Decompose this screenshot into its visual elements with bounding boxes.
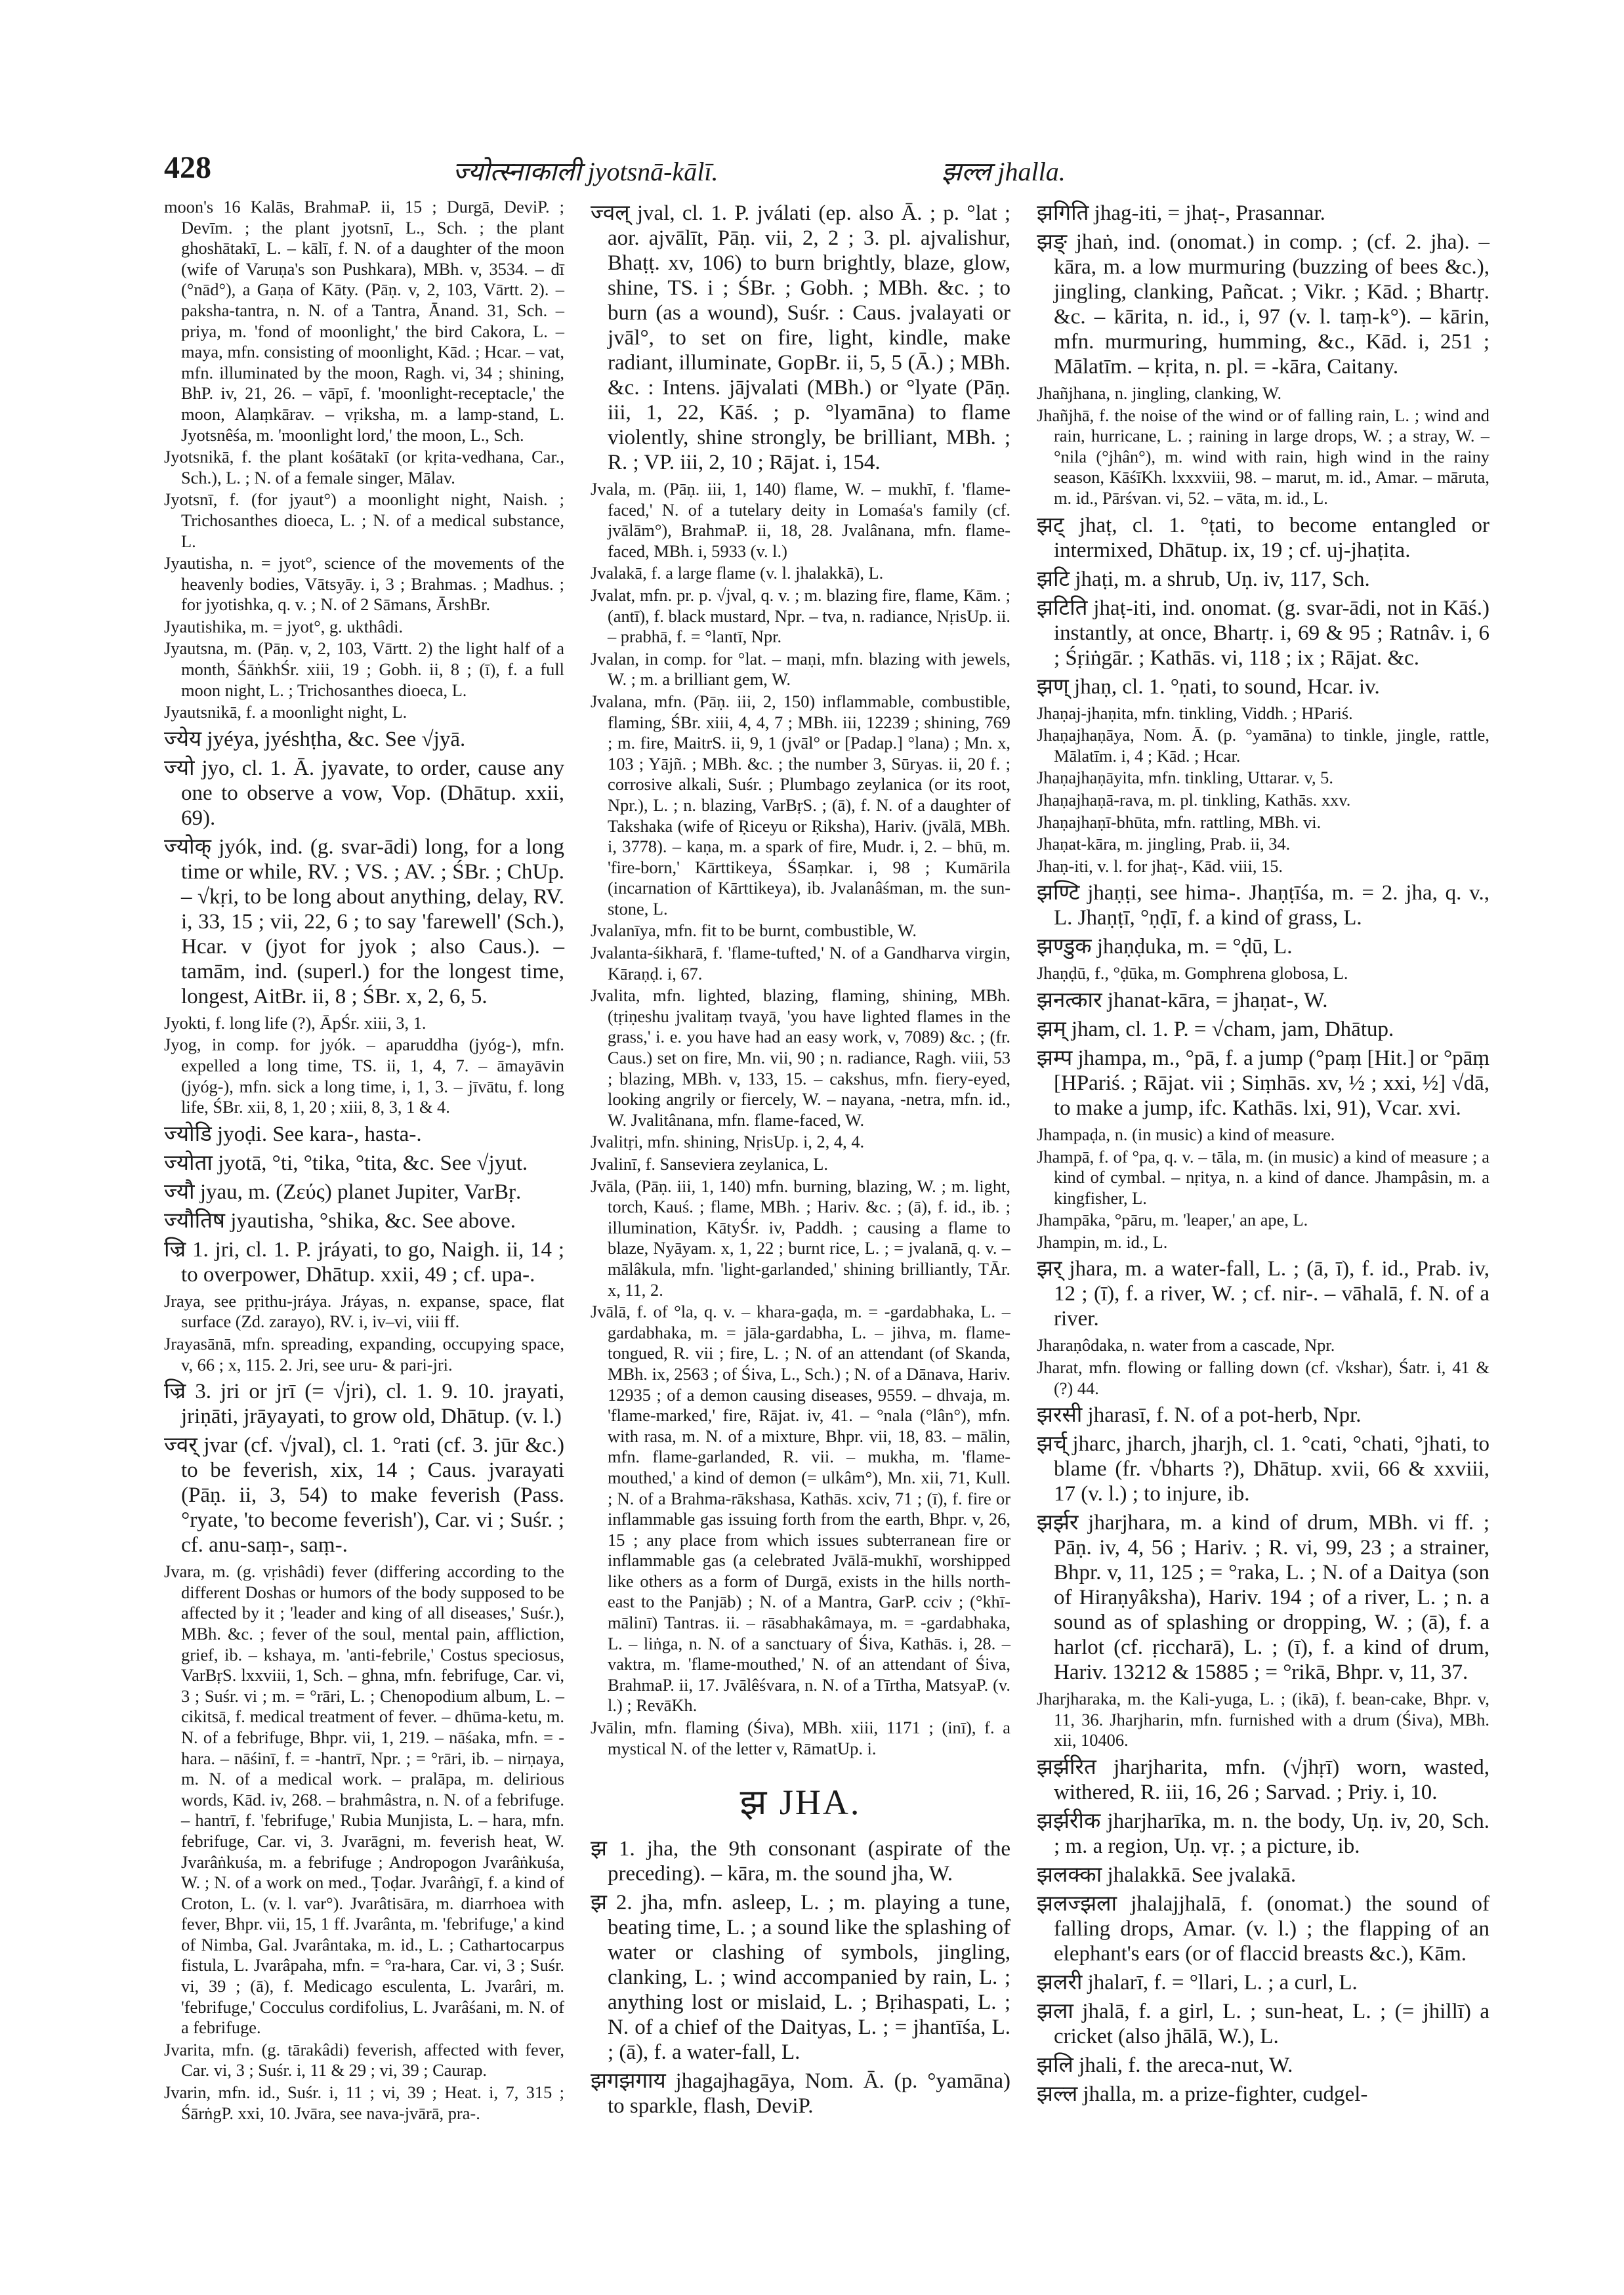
dictionary-entry: Jhaṇḍū, f., °ḍūka, m. Gomphrena globosa, L. — [1037, 963, 1348, 983]
dictionary-entry: Jvāla, (Pāṇ. iii, 1, 140) mfn. burning, blazing, W. ; m. light, torch, Kauś. ; flame, MBh. ; Hariv. &c. ; (ā), f. id., ib. ; illumination, KātyŚr. iv, Paddh. ; causing a flame to blaze, Nyāyam. x, 1, 22 ; burnt rice, L. ; = jvalanā, q. v. – mālâkula, mfn. 'light-garlanded,' shining brilliantly, TĀr. x, 11, 2. — [591, 1176, 1010, 1300]
dictionary-entry: Jyautsna, m. (Pāṇ. v, 2, 103, Vārtt. 2) the light half of a month, ŚāṅkhŚr. xiii, 19 ; Gobh. ii, 8 ; (ī), f. a full moon night, L. ; Trichosanthes dioeca, L. — [164, 638, 564, 700]
dictionary-entry: झङ् jhaṅ, ind. (onomat.) in comp. ; (cf. 2. jha). – kāra, m. a low murmuring (buzzing of bees &c.), jingling, clanking, Pañcat. ; Vikr. ; Kād. ; Bhartṛ. &c. – kārita, n. id., i, 97 (v. l. taṃ-k°). – kārin, mfn. murmuring, humming, &c., Kād. i, 251 ; Mālatīm. – kṛita, n. pl. = -kāra, Caitany. — [1037, 230, 1489, 379]
dictionary-entry: ज्वर् jvar (cf. √jval), cl. 1. °rati (cf. 3. jūr &c.) to be feverish, xix, 14 ; Caus. jvarayati (Pāṇ. ii, 3, 54) to make feverish (Pass. °ryate, 'to become feverish'), Car. vi ; Suśr. ; cf. anu-saṃ-, saṃ-. — [164, 1434, 564, 1558]
dictionary-entry: झ 1. jha, the 9th consonant (aspirate of the preceding). – kāra, m. the sound jha, W. — [591, 1837, 1010, 1886]
dictionary-entry: Jhampāka, °pāru, m. 'leaper,' an ape, L. — [1037, 1210, 1308, 1230]
dictionary-entry: झण्टि jhaṇṭi, see hima-. Jhaṇṭīśa, m. = 2. jha, q. v., L. Jhaṇṭī, °ṇḍī, f. a kind of grass, L. — [1037, 881, 1489, 930]
dictionary-entry: ज्योक् jyók, ind. (g. svar-ādi) long, for a long time or while, RV. ; VS. ; AV. ; ŚBr. ; ChUp. – √kṛi, to be long about anything, delay, RV. i, 33, 15 ; vii, 22, 6 ; to say 'farewell' (Sch.), Hcar. v (jyot for jyok ; also Caus.). – tamām, ind. (superl.) for the longest time, longest, AitBr. ii, 8 ; ŚBr. x, 2, 6, 5. — [164, 835, 564, 1008]
dictionary-entry: Jvala, m. (Pāṇ. iii, 1, 140) flame, W. – mukhī, f. 'flame-faced,' N. of a tutelary deity in Lomaśa's family (cf. jvālām°), BrahmaP. ii, 18, 28. Jvalânana, mfn. flame-faced, MBh. i, 5933 (v. l.) — [591, 479, 1010, 561]
dictionary-entry: Jvālin, mfn. flaming (Śiva), MBh. xiii, 1171 ; (inī), f. a mystical N. of the letter v, RāmatUp. i. — [591, 1718, 1010, 1758]
dictionary-entry: झर्झर jharjhara, m. a kind of drum, MBh. vi ff. ; Pāṇ. iv, 4, 56 ; Hariv. ; R. vi, 99, 23 ; a strainer, Bhpr. v, 11, 125 ; = °raka, L. ; N. of a Daitya (son of Hiraṇyâksha), Hariv. 194 ; of a river, L. ; n. a sound as of splashing or dropping, W. ; (ā), f. a harlot (cf. ṛiccharā), L. ; (ī), f. a kind of drum, Hariv. 13212 & 15885 ; = °rikā, Bhpr. v, 11, 37. — [1037, 1511, 1489, 1685]
dictionary-entry: Jyog, in comp. for jyók. – aparuddha (jyóg-), mfn. expelled a long time, TS. ii, 1, 4, 7. – āmayāvin (jyóg-), mfn. sick a long time, i, 1, 3. – jīvātu, f. long life, ŚBr. xii, 8, 1, 20 ; xiii, 8, 3, 1 & 4. — [164, 1035, 564, 1117]
dictionary-entry: Jhampā, f. of °pa, q. v. – tāla, m. (in music) a kind of measure ; a kind of cymbal. – nṛitya, n. a kind of dance. Jhampâsin, m. a kingfisher, L. — [1037, 1146, 1489, 1208]
left-running-head: ज्योत्स्नाकाली jyotsnā-kālī. — [453, 157, 718, 186]
right-running-head: झल्ल jhalla. — [942, 157, 1066, 186]
dictionary-entry: ज्योडि jyoḍi. See kara-, hasta-. — [164, 1122, 422, 1146]
dictionary-entry: झलि jhali, f. the areca-nut, W. — [1037, 2054, 1293, 2078]
dictionary-entry: Jyautisha, n. = jyot°, science of the movements of the heavenly bodies, Vātsyāy. i, 3 ; Brahmas. ; Madhus. ; for jyotishka, q. v. ; N. of 2 Sāmans, ĀrshBr. — [164, 553, 564, 615]
dictionary-entry: Jvalana, mfn. (Pāṇ. iii, 2, 150) inflammable, combustible, flaming, ŚBr. xiii, 4, 4, 7 ; MBh. iii, 12239 ; shining, 769 ; m. fire, MaitrS. ii, 9, 1 (jvāl° or [Padap.] °lana) ; Mn. x, 103 ; Yājñ. ; MBh. &c. ; the number 3, Sūryas. ii, 20 f. ; corrosive alkali, Suśr. ; Plumbago zeylanica (or its root, Npr.), L. ; n. blazing, VarBṛS. ; (ā), f. N. of a daughter of Takshaka (wife of Ṛiceyu or Ṛiksha), Hariv. (jvālā, MBh. i, 3778). – kaṇa, m. a spark of fire, Mudr. i, 2. – bhū, m. 'fire-born,' Kārttikeya, ŚSaṃkar. i, 98 ; Kumārila (incarnation of Kārttikeya), ib. Jvalanâśman, m. the sun-stone, L. — [591, 691, 1010, 919]
dictionary-entry: Jhaṇ-iti, v. l. for jhaṭ-, Kād. viii, 15. — [1037, 856, 1283, 876]
dictionary-entry: Jhaṇaj-jhaṇita, mfn. tinkling, Viddh. ; HPariś. — [1037, 703, 1353, 723]
dictionary-entry: Jhaṇajhaṇā-rava, m. pl. tinkling, Kathās. xxv. — [1037, 789, 1351, 810]
dictionary-entry: Jhañjhā, f. the noise of the wind or of falling rain, L. ; wind and rain, hurricane, L. ; raining in large drops, W. ; a stray, W. – °nila (°jhân°), m. wind with rain, high wind in the rainy season, KāśīKh. lxxxviii, 98. – marut, m. id., Amar. – māruta, m. id., Pārśvan. vi, 52. – vāta, m. id., L. — [1037, 405, 1489, 508]
dictionary-entry: Jhañjhana, n. jingling, clanking, W. — [1037, 383, 1282, 403]
dictionary-entry: Jvalan, in comp. for °lat. – maṇi, mfn. blazing with jewels, W. ; m. a brilliant gem, W. — [591, 648, 1010, 690]
dictionary-entry: झर्झरीक jharjharīka, m. n. the body, Uṇ. iv, 20, Sch. ; m. a region, Uṇ. vṛ. ; a picture, ib. — [1037, 1809, 1489, 1859]
dictionary-entry: झनत्कार jhanat-kāra, = jhaṇat-, W. — [1037, 988, 1328, 1012]
column-right — [1037, 197, 1489, 2111]
dictionary-entry: Jharat, mfn. flowing or falling down (cf. √kshar), Śatr. i, 41 & (?) 44. — [1037, 1357, 1489, 1398]
dictionary-entry: Jyokti, f. long life (?), ĀpŚr. xiii, 3, 1. — [164, 1012, 427, 1033]
dictionary-entry: Jhaṇajhaṇāya, Nom. Ā. (p. °yamāna) to tinkle, jingle, rattle, Mālatīm. i, 4 ; Kād. ; Hcar. — [1037, 725, 1489, 766]
dictionary-entry: Jyotsnī, f. (for jyaut°) a moonlight night, Naish. ; Trichosanthes dioeca, L. ; N. of a medical substance, L. — [164, 489, 564, 551]
column-middle — [591, 197, 1010, 2122]
dictionary-entry: Jhaṇajhaṇī-bhūta, mfn. rattling, MBh. vi. — [1037, 812, 1322, 832]
dictionary-entry: झर्च् jharc, jharch, jharjh, cl. 1. °cati, °chati, °jhati, to blame (fr. √bharts ?), Dhātup. xvii, 66 & xxviii, 17 (v. l.) ; to injure, ib. — [1037, 1432, 1489, 1506]
dictionary-entry: Jvalitṛi, mfn. shining, NṛisUp. i, 2, 4, 4. — [591, 1132, 865, 1152]
dictionary-entry: ज्यो jyo, cl. 1. Ā. jyavate, to order, cause any one to observe a vow, Vop. (Dhātup. xxii, 69). — [164, 756, 564, 830]
dictionary-entry: Jharaṇôdaka, n. water from a cascade, Npr. — [1037, 1335, 1335, 1355]
dictionary-entry: Jhampaḍa, n. (in music) a kind of measure. — [1037, 1124, 1335, 1144]
dictionary-entry: झम्प jhampa, m., °pā, f. a jump (°paṃ [Hit.] or °pāṃ [HPariś. ; Rājat. vii ; Siṃhās. xv, ½ ; xxi, ½] √dā, to make a jump, ifc. Kathās. lxi, 91), Vcar. xvi. — [1037, 1046, 1489, 1120]
dictionary-entry: झल्ल jhalla, m. a prize-fighter, cudgel- — [1037, 2082, 1368, 2107]
dictionary-entry: Jhaṇajhaṇāyita, mfn. tinkling, Uttarar. v, 5. — [1037, 768, 1333, 788]
dictionary-entry: ज्रि 3. jri or jrī (= √jri), cl. 1. 9. 10. jrayati, jriṇāti, jrāyayati, to grow old, Dhātup. (v. l.) — [164, 1380, 564, 1429]
dictionary-entry: Jhampin, m. id., L. — [1037, 1231, 1168, 1252]
dictionary-entry: झलरी jhalarī, f. = °llari, L. ; a curl, L. — [1037, 1971, 1358, 1995]
section-heading: झ JHA. — [739, 1783, 862, 1823]
dictionary-entry: Jyotsnikā, f. the plant kośātakī (or kṛita-vedhana, Car., Sch.), L. ; N. of a female singer, Mālav. — [164, 447, 564, 487]
dictionary-entry: Jvalinī, f. Sanseviera zeylanica, L. — [591, 1154, 828, 1174]
dictionary-entry: झण्डुक jhaṇḍuka, m. = °ḍū, L. — [1037, 935, 1293, 959]
dictionary-entry: Jvara, m. (g. vṛishâdi) fever (differing according to the different Doshas or humors of the body supposed to be affected by it ; 'leader and king of all diseases,' Suśr.), MBh. &c. ; fever of the soul, mental pain, affliction, grief, ib. – kshaya, m. 'anti-febrile,' Costus speciosus, VarBṛS. lxxviii, 1, Sch. – ghna, mfn. febrifuge, Car. vi, 3 ; Suśr. vi ; m. = °rāri, L. ; Chenopodium album, L. – cikitsā, f. medical treatment of fever. – dhūma-ketu, m. N. of a febrifuge, Bhpr. vii, 1, 219. – nāśaka, mfn. = -hara. – nāśinī, f. = -hantrī, Npr. ; = °rāri, ib. – nirṇaya, m. N. of a medical work. – pralāpa, m. delirious words, Kād. iv, 268. – brahmâstra, n. N. of a febrifuge. – hantrī, f. 'febrifuge,' Rubia Munjista, L. – hara, mfn. febrifuge, Car. vi, 3. Jvarāgni, m. feverish heat, W. Jvarâṅkuśa, m. a febrifuge ; Andropogon Jvarâṅkuśa, W. ; N. of a work on med., Ṭoḍar. Jvarâṅgī, f. a kind of Croton, L. (v. l. var°). Jvarâtisāra, m. diarrhoea with fever, Bhpr. vii, 15, 1 ff. Jvarânta, m. 'febrifuge,' a kind of Nimba, Gal. Jvarântaka, m. id., L. ; Cathartocarpus fistula, L. Jvarâpaha, mfn. = °ra-hara, Car. vi, 3 ; Suśr. vi, 39 ; (ā), f. Medicago esculenta, L. Jvarâri, m. 'febrifuge,' Cocculus cordifolius, L. Jvarâśani, m. N. of a febrifuge. — [164, 1561, 564, 2038]
dictionary-entry: Jhaṇat-kāra, m. jingling, Prab. ii, 34. — [1037, 834, 1291, 854]
page-number: 428 — [164, 150, 211, 185]
dictionary-entry: moon's 16 Kalās, BrahmaP. ii, 15 ; Durgā, DeviP. ; Devīm. ; the plant jyotsnī, L., Sch. ; the plant ghoshātakī, L. – kālī, f. N. of a daughter of the moon (wife of Varuṇa's son Pushkara), MBh. v, 3534. – dī (°nād°), a Gaṇa of Kāty. (Pāṇ. v, 2, 103, Vārtt. 2). – paksha-tantra, n. N. of a Tantra, Ānand. 31, Sch. – priya, m. 'fond of moonlight,' the bird Cakora, L. – maya, mfn. consisting of moonlight, Kād. ; Hcar. – vat, mfn. illuminated by the moon, Ragh. vi, 34 ; shining, BhP. iv, 21, 26. – vāpī, f. 'moonlight-receptacle,' the moon, Alaṃkārav. – vṛiksha, m. a lamp-stand, L. Jyotsnêśa, m. 'moonlight lord,' the moon, L., Sch. — [164, 197, 564, 445]
dictionary-entry: Jvalanta-śikharā, f. 'flame-tufted,' N. of a Gandharva virgin, Kāraṇḍ. i, 67. — [591, 943, 1010, 983]
dictionary-entry: Jvarin, mfn. id., Suśr. i, 11 ; vi, 39 ; Heat. i, 7, 315 ; ŚārṅgP. xxi, 10. Jvāra, see nava-jvārā, pra-. — [164, 2082, 564, 2123]
dictionary-entry: ज्रि 1. jri, cl. 1. P. jráyati, to go, Naigh. ii, 14 ; to overpower, Dhātup. xxii, 49 ; cf. upa-. — [164, 1237, 564, 1287]
dictionary-entry: झण् jhaṇ, cl. 1. °ṇati, to sound, Hcar. iv. — [1037, 674, 1380, 699]
dictionary-entry: झट् jhaṭ, cl. 1. °ṭati, to become entangled or intermixed, Dhātup. ix, 19 ; cf. uj-jhaṭita. — [1037, 513, 1489, 562]
dictionary-entry: झला jhalā, f. a girl, L. ; sun-heat, L. ; (= jhillī) a cricket (also jhālā, W.), L. — [1037, 2000, 1489, 2049]
dictionary-entry: Jvalanīya, mfn. fit to be burnt, combustible, W. — [591, 920, 917, 941]
dictionary-entry: Jvarita, mfn. (g. tārakâdi) feverish, affected with fever, Car. vi, 3 ; Suśr. i, 11 & 29 ; vi, 39 ; Caurap. — [164, 2039, 564, 2080]
dictionary-entry: ज्यौ jyau, m. (Ζεύς) planet Jupiter, VarBṛ. — [164, 1180, 522, 1204]
dictionary-entry: Jvālā, f. of °la, q. v. – khara-gaḍa, m. = -gardabhaka, L. – gardabhaka, m. = jāla-gardabha, L. – jihva, m. flame-tongued, R. vii ; fire, L. ; N. of an attendant (of Skanda, MBh. ix, 2563 ; of Śiva, L., Sch.) ; N. of a Dānava, Hariv. 12935 ; of a demon causing diseases, 9559. – dhvaja, m. 'flame-marked,' fire, Rājat. iv, 41. – °nala (°lân°), mfn. with rasa, m. N. of a mixture, Bhpr. vii, 18, 83. – mālin, mfn. flame-garlanded, R. vii. – mukha, m. 'flame-mouthed,' a kind of demon (= ulkâm°), Mn. xii, 71, Kull. ; N. of a Brahma-rākshasa, Kathās. xciv, 71 ; (ī), f. fire or inflammable gas issuing forth from the earth, Bhpr. v, 26, 15 ; any place from which issues subterranean fire or inflammable gas (a celebrated Jvālā-mukhī, worshipped like others as a form of Durgā, exists in the hills north-east to the Panjāb) ; N. of a Mantra, GarP. cciv ; (°khī-mālinī) Tantras. ii. – rāsabhakâmaya, m. = -gardabhaka, L. – liṅga, n. N. of a sanctuary of Śiva, Kathās. i, 28. – vaktra, m. 'flame-mouthed,' N. of an attendant of Śiva, BrahmaP. ii, 17. Jvālêśvara, n. N. of a Tīrtha, MatsyaP. (v. l.) ; RevāKh. — [591, 1302, 1010, 1716]
dictionary-entry: Jrayasānā, mfn. spreading, expanding, occupying space, v, 66 ; x, 115. 2. Jri, see uru- & pari-jri. — [164, 1334, 564, 1375]
dictionary-entry: ज्यौतिष jyautisha, °shika, &c. See above. — [164, 1209, 516, 1233]
dictionary-entry: Jvalakā, f. a large flame (v. l. jhalakkā), L. — [591, 563, 884, 583]
dictionary-entry: Jharjharaka, m. the Kali-yuga, L. ; (ikā), f. bean-cake, Bhpr. v, 11, 36. Jharjharin, mfn. furnished with a drum (Śiva), MBh. xii, 10406. — [1037, 1689, 1489, 1750]
dictionary-entry: Jyautsnikā, f. a moonlight night, L. — [164, 702, 407, 722]
dictionary-entry: झगिति jhag-iti, = jhaṭ-, Prasannar. — [1037, 201, 1325, 225]
page-header — [164, 150, 1483, 196]
dictionary-entry: झलज्झला jhalajjhalā, f. (onomat.) the sound of falling drops, Amar. (v. l.) ; the flapping of an elephant's ears (or of flaccid breasts &c.), Kām. — [1037, 1892, 1489, 1966]
dictionary-entry: झरसी jharasī, f. N. of a pot-herb, Npr. — [1037, 1403, 1362, 1428]
dictionary-entry: झलक्का jhalakkā. See jvalakā. — [1037, 1863, 1297, 1888]
dictionary-entry: ज्योता jyotā, °ti, °tika, °tita, &c. See √jyut. — [164, 1151, 528, 1175]
dictionary-entry: Jraya, see pṛithu-jráya. Jráyas, n. expanse, space, flat surface (Zd. zarayo), RV. i, iv–vi, viii ff. — [164, 1291, 564, 1332]
dictionary-entry: झ 2. jha, mfn. asleep, L. ; m. playing a tune, beating time, L. ; a sound like the splashing of water or clashing of symbols, jingling, clanking, L. ; wind accompanied by rain, L. ; anything lost or mislaid, L. ; Bṛihaspati, L. ; N. of a chief of the Daityas, L. ; = jhantīśa, L. ; (ā), f. a water-fall, L. — [591, 1891, 1010, 2065]
dictionary-entry: झगझगाय jhagajhagāya, Nom. Ā. (p. °yamāna) to sparkle, flash, DeviP. — [591, 2069, 1010, 2119]
dictionary-entry: झर् jhara, m. a water-fall, L. ; (ā, ī), f. id., Prab. iv, 12 ; (ī), f. a river, W. ; cf. nir-. – vāhalā, f. N. of a river. — [1037, 1257, 1489, 1331]
dictionary-entry: Jvalita, mfn. lighted, blazing, flaming, shining, MBh. (tṛiṇeshu jvalitaṃ tvayā, 'you have lighted flames in the grass,' i. e. you have had an easy work, v, 7089) &c. ; (fr. Caus.) set on fire, Mn. vii, 90 ; n. radiance, Ragh. viii, 53 ; blazing, MBh. v, 133, 15. – cakshus, mfn. fiery-eyed, looking angrily or fiercely, W. – nayana, -netra, mfn. id., W. Jvalitânana, mfn. flame-faced, W. — [591, 985, 1010, 1130]
dictionary-entry: ज्येय jyéya, jyéshṭha, &c. See √jyā. — [164, 727, 466, 751]
dictionary-entry: Jvalat, mfn. pr. p. √jval, q. v. ; m. blazing fire, flame, Kām. ; (antī), f. black mustard, Npr. – tva, n. radiance, NṛisUp. ii. – prabhā, f. = °lantī, Npr. — [591, 585, 1010, 647]
dictionary-entry: ज्वल् jval, cl. 1. P. jválati (ep. also Ā. ; p. °lat ; aor. ajvālīt, Pāṇ. vii, 2, 2 ; 3. pl. ajvalishur, Bhaṭṭ. xv, 106) to burn brightly, blaze, glow, shine, TS. i ; ŚBr. ; Gobh. ; MBh. &c. ; to burn (as a wound), Suśr. : Caus. jvalayati or jvāl°, to set on fire, light, kindle, make radiant, illuminate, GopBr. ii, 5, 5 (Ā.) ; MBh. &c. : Intens. jājvalati (MBh.) or °lyate (Pāṇ. iii, 1, 22, Kāś. ; p. °lyamāna) to flame violently, shine strongly, be brilliant, MBh. ; R. ; VP. iii, 2, 10 ; Rājat. i, 154. — [591, 201, 1010, 474]
dictionary-entry: झर्झरित jharjharita, mfn. (√jhṛī) worn, wasted, withered, R. iii, 16, 26 ; Sarvad. ; Priy. i, 10. — [1037, 1756, 1489, 1805]
dictionary-entry: झम् jham, cl. 1. P. = √cham, jam, Dhātup. — [1037, 1017, 1394, 1041]
dictionary-entry: झटिति jhaṭ-iti, ind. onomat. (g. svar-ādi, not in Kāś.) instantly, at once, Bhartṛ. i, 69 & 95 ; Ratnâv. i, 6 ; Śṛiṅgār. ; Kathās. vi, 118 ; ix ; Rājat. &c. — [1037, 596, 1489, 670]
dictionary-entry: झटि jhaṭi, m. a shrub, Uṇ. iv, 117, Sch. — [1037, 567, 1370, 591]
dictionary-entry: Jyautishika, m. = jyot°, g. ukthâdi. — [164, 616, 404, 636]
column-left — [164, 197, 564, 2125]
